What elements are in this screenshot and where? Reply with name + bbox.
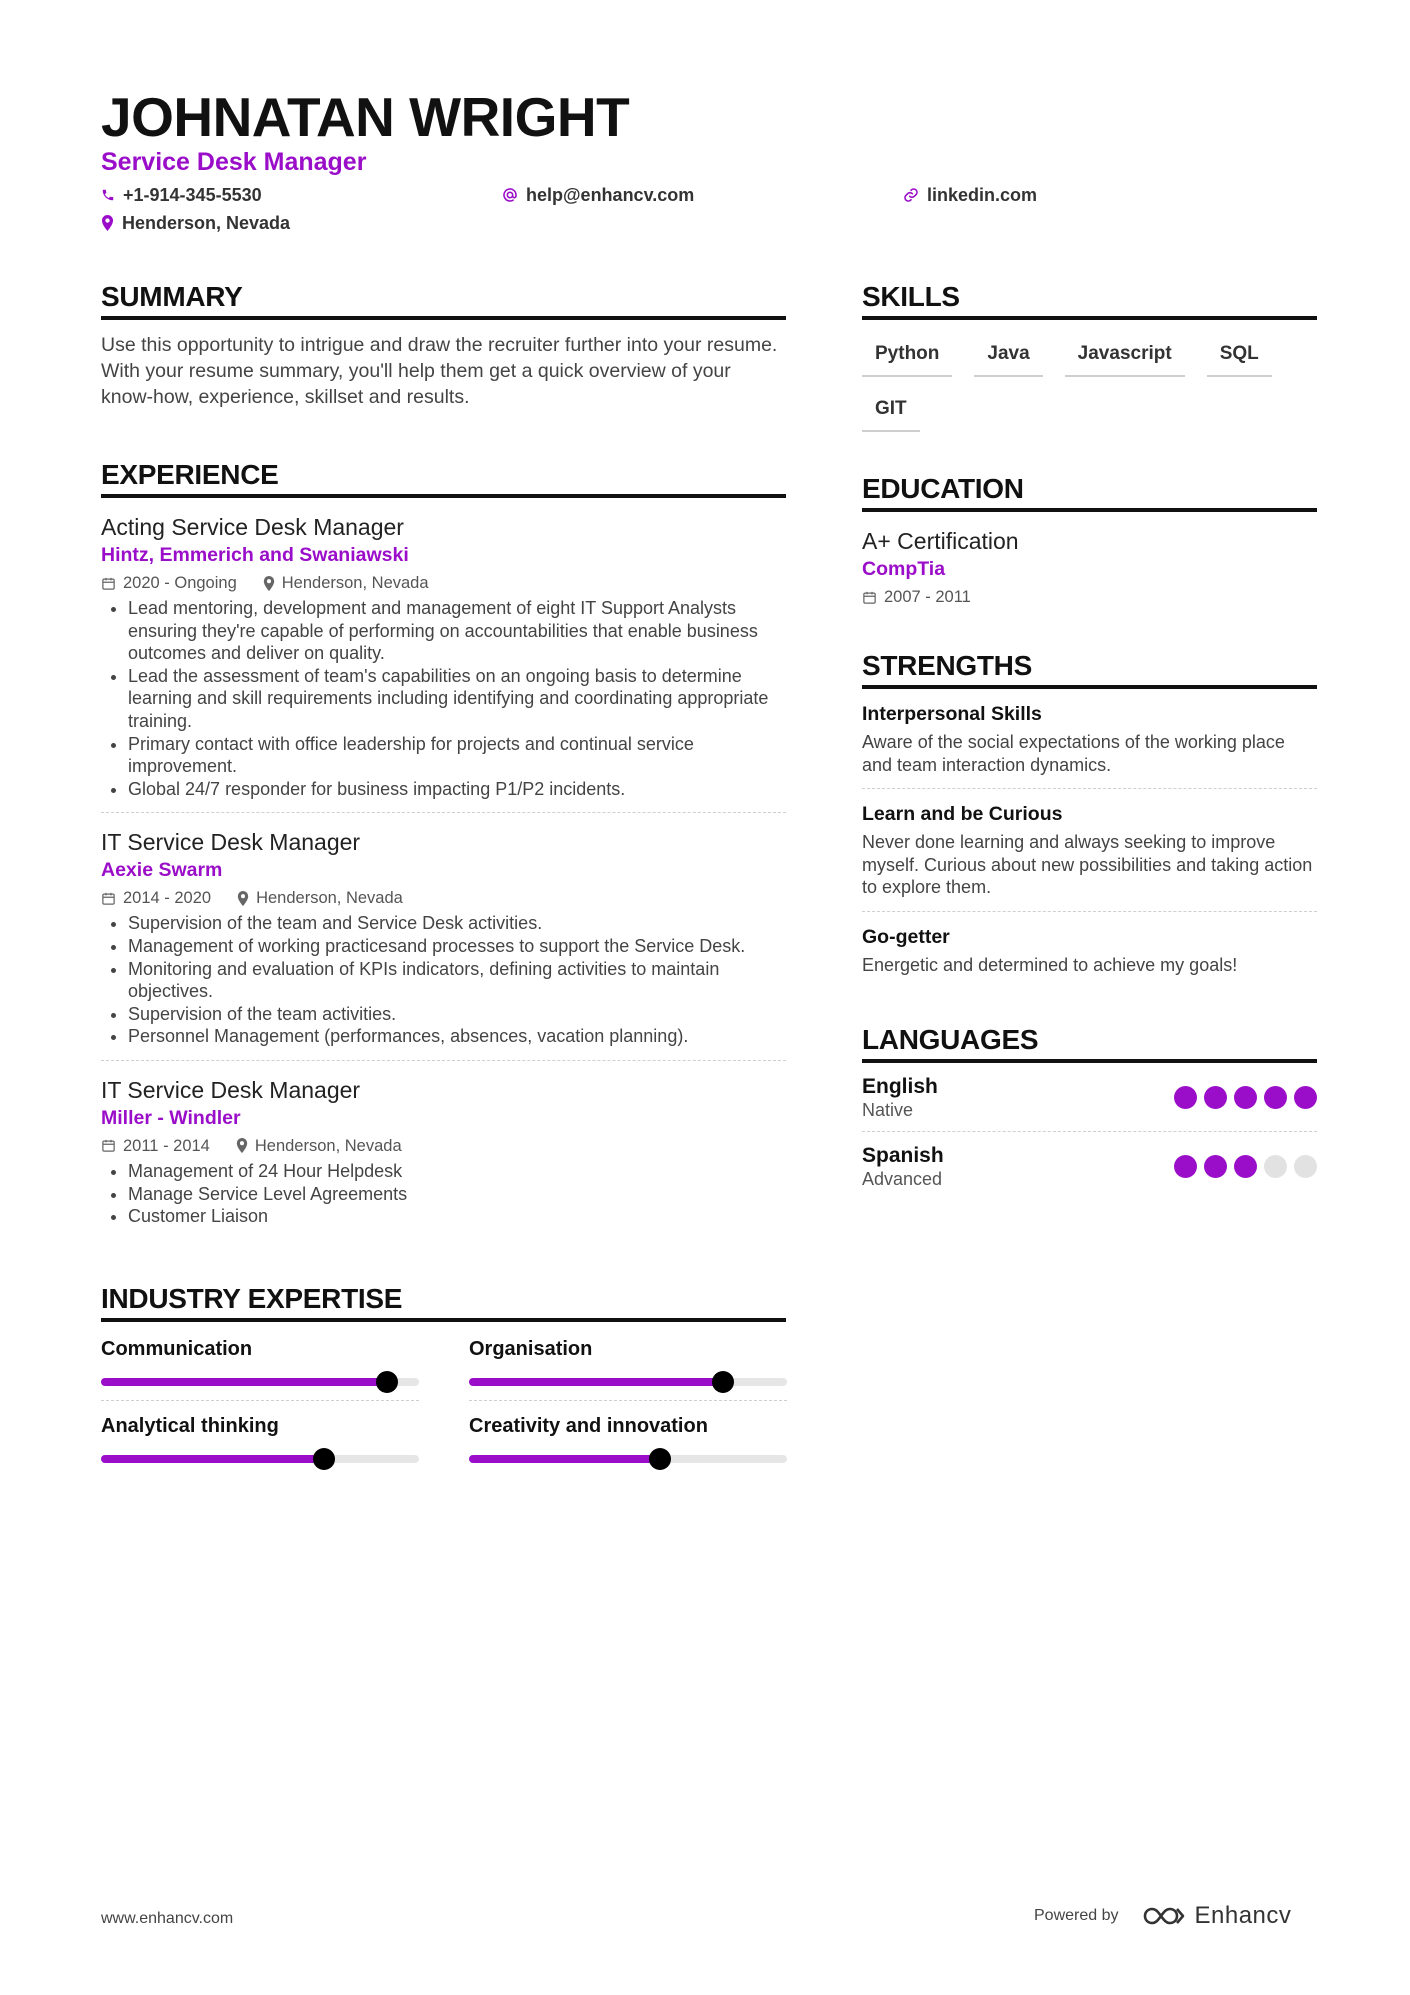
job-dates: [101, 571, 237, 595]
enhancv-logo-icon: [1141, 1905, 1187, 1927]
expertise-label: Analytical thinking: [101, 1414, 279, 1437]
job-meta: [101, 571, 786, 595]
map-pin-icon: [263, 576, 275, 591]
job-bullet: • Monitoring and evaluation of KPIs indicators, defining activities to maintain objectives.: [128, 958, 786, 1003]
languages-section: [862, 1023, 1317, 1200]
job-entry: [101, 1060, 786, 1240]
job-bullet: • Primary contact with office leadership for projects and continual service improvement.: [128, 733, 786, 778]
location-contact: [101, 211, 290, 235]
job-bullets: [101, 912, 786, 1048]
education-title: EDUCATION: [862, 472, 1317, 512]
skills-section: [862, 280, 1317, 432]
strength-item: [862, 689, 1317, 788]
expertise-bar-fill: [469, 1455, 660, 1463]
languages-title: LANGUAGES: [862, 1023, 1317, 1063]
language-level: Native: [862, 1099, 914, 1120]
strengths-title: STRENGTHS: [862, 649, 1317, 689]
rating-dot-filled: [1204, 1086, 1227, 1109]
strengths-section: [862, 649, 1317, 989]
skill-tag: SQL: [1207, 334, 1272, 377]
powered-by-text: Powered by: [1034, 1907, 1119, 1924]
expertise-grid: [101, 1336, 786, 1477]
enhancv-logo[interactable]: [1141, 1902, 1292, 1930]
language-rating: [1174, 1086, 1317, 1109]
strength-title: Interpersonal Skills: [862, 703, 1042, 725]
expertise-bar-knob: [376, 1371, 398, 1393]
job-bullet: • Personnel Management (performances, absences, vacation planning).: [128, 1025, 786, 1048]
job-location: [263, 571, 429, 595]
job-location-text: Henderson, Nevada: [281, 574, 429, 592]
candidate-name: JOHNATAN WRIGHT: [101, 86, 630, 148]
job-bullet: • Management of working practicesand processes to support the Service Desk.: [128, 935, 786, 958]
language-name: Spanish: [862, 1143, 944, 1167]
expertise-bar-fill: [101, 1378, 387, 1386]
location-text: Henderson, Nevada: [122, 213, 291, 233]
language-rating: [1174, 1155, 1317, 1178]
expertise-item: [469, 1336, 787, 1401]
expertise-label: Organisation: [469, 1337, 593, 1360]
summary-text: Use this opportunity to intrigue and draw the recruiter further into your resume. With your resume summary, you'll help them get a quick overview of your know-how, experience, skillset and results.: [101, 334, 778, 408]
experience-section: [101, 458, 786, 1240]
job-dates: [101, 886, 211, 910]
job-bullets: [101, 597, 786, 800]
job-bullets: [101, 1160, 786, 1228]
job-bullet: • Lead mentoring, development and management of eight IT Support Analysts ensuring they're capable of performing on accountabilities that enable business outcomes and deliver on quality.: [128, 597, 786, 665]
strength-desc: Aware of the social expectations of the working place and team interaction dynamics.: [862, 732, 1285, 775]
job-location-text: Henderson, Nevada: [254, 1136, 402, 1155]
language-text: [862, 1144, 944, 1190]
expertise-bar: [469, 1378, 787, 1386]
job-dates-text: 2020 - Ongoing: [123, 574, 237, 592]
rating-dot-filled: [1234, 1155, 1257, 1178]
job-bullet: • Lead the assessment of team's capabilities on an ongoing basis to determine learning and skill requirements including identifying and coordinating appropriate training.: [128, 665, 786, 733]
job-company: Aexie Swarm: [101, 859, 223, 882]
job-bullet: • Supervision of the team and Service Desk activities.: [128, 912, 786, 935]
expertise-bar: [101, 1378, 419, 1386]
strength-item: [862, 911, 1317, 989]
map-pin-icon: [237, 891, 249, 906]
calendar-icon: [101, 891, 116, 906]
skill-tag: Python: [862, 334, 952, 377]
education-section: [862, 472, 1317, 609]
job-bullet: • Supervision of the team activities.: [128, 1003, 786, 1026]
language-name: English: [862, 1074, 938, 1098]
candidate-role: Service Desk Manager: [101, 148, 367, 176]
language-item: [862, 1063, 1317, 1131]
expertise-item: [101, 1413, 419, 1477]
education-dates: [862, 585, 1317, 609]
at-icon: [502, 187, 518, 203]
strength-desc: Energetic and determined to achieve my goals!: [862, 954, 1238, 975]
email-contact[interactable]: [502, 183, 694, 207]
calendar-icon: [101, 1138, 116, 1153]
map-pin-icon: [236, 1138, 248, 1153]
language-text: [862, 1075, 938, 1121]
education-school: CompTia: [862, 558, 946, 580]
skill-tag: Java: [974, 334, 1042, 377]
job-company: Miller - Windler: [101, 1106, 241, 1129]
expertise-title: INDUSTRY EXPERTISE: [101, 1282, 786, 1322]
expertise-bar-knob: [313, 1448, 335, 1470]
expertise-label: Communication: [101, 1337, 253, 1360]
job-location-text: Henderson, Nevada: [256, 889, 403, 908]
email-text: help@enhancv.com: [526, 185, 695, 205]
expertise-section: [101, 1282, 786, 1477]
expertise-bar-fill: [469, 1378, 723, 1386]
job-bullet: • Customer Liaison: [128, 1205, 786, 1228]
calendar-icon: [101, 576, 116, 591]
expertise-bar-knob: [649, 1448, 671, 1470]
strength-desc: Never done learning and always seeking to improve myself. Curious about new possibilities and taking action to explore them.: [862, 832, 1313, 898]
phone-text: +1-914-345-5530: [123, 185, 262, 205]
skill-tag: GIT: [862, 389, 920, 432]
summary-section: [101, 280, 786, 410]
expertise-item: [469, 1413, 787, 1477]
job-location: [236, 1134, 402, 1158]
job-title: IT Service Desk Manager: [101, 829, 361, 856]
rating-dot-filled: [1294, 1086, 1317, 1109]
expertise-item: [101, 1336, 419, 1401]
job-title: IT Service Desk Manager: [101, 1076, 361, 1103]
left-column: [101, 280, 786, 1477]
phone-contact[interactable]: [101, 183, 262, 207]
enhancv-logo-text: Enhancv: [1194, 1902, 1292, 1929]
education-dates-text: 2007 - 2011: [884, 588, 971, 606]
footer-website[interactable]: www.enhancv.com: [101, 1910, 234, 1927]
strength-title: Learn and be Curious: [862, 803, 1063, 826]
footer-branding: [1034, 1902, 1291, 1930]
job-title: Acting Service Desk Manager: [101, 514, 404, 540]
phone-icon: [101, 188, 115, 202]
rating-dot-filled: [1234, 1086, 1257, 1109]
job-bullet: • Manage Service Level Agreements: [128, 1183, 786, 1206]
job-entry: [101, 812, 786, 1060]
job-meta: [101, 886, 786, 910]
strength-title: Go-getter: [862, 925, 950, 948]
expertise-bar-knob: [712, 1371, 734, 1393]
experience-title: EXPERIENCE: [101, 458, 786, 498]
map-pin-icon: [101, 215, 114, 231]
rating-dot-empty: [1264, 1155, 1287, 1178]
right-column: [862, 280, 1317, 1200]
rating-dot-filled: [1204, 1155, 1227, 1178]
expertise-bar: [469, 1455, 787, 1463]
job-bullet: • Global 24/7 responder for business impacting P1/P2 incidents.: [128, 778, 786, 801]
rating-dot-filled: [1264, 1086, 1287, 1109]
job-dates-text: 2011 - 2014: [123, 1136, 210, 1155]
education-degree: A+ Certification: [862, 528, 1019, 554]
rating-dot-empty: [1294, 1155, 1317, 1178]
job-company: Hintz, Emmerich and Swaniawski: [101, 544, 409, 566]
job-bullet: • Management of 24 Hour Helpdesk: [128, 1160, 786, 1183]
job-entry: [101, 498, 786, 812]
job-location: [237, 886, 403, 910]
link-icon: [903, 187, 919, 203]
summary-title: SUMMARY: [101, 280, 786, 320]
linkedin-contact[interactable]: [903, 183, 1037, 207]
strength-item: [862, 788, 1317, 911]
link-text: linkedin.com: [927, 185, 1038, 205]
job-dates-text: 2014 - 2020: [123, 889, 212, 908]
calendar-icon: [862, 590, 877, 605]
skills-title: SKILLS: [862, 280, 1317, 320]
job-meta: [101, 1134, 786, 1158]
rating-dot-filled: [1174, 1086, 1197, 1109]
expertise-bar: [101, 1455, 419, 1463]
skill-tag: Javascript: [1065, 334, 1185, 377]
skills-list: [862, 334, 1317, 432]
language-item: [862, 1131, 1317, 1200]
rating-dot-filled: [1174, 1155, 1197, 1178]
job-dates: [101, 1134, 210, 1158]
expertise-bar-fill: [101, 1455, 324, 1463]
expertise-label: Creativity and innovation: [469, 1414, 708, 1437]
language-level: Advanced: [862, 1168, 943, 1189]
